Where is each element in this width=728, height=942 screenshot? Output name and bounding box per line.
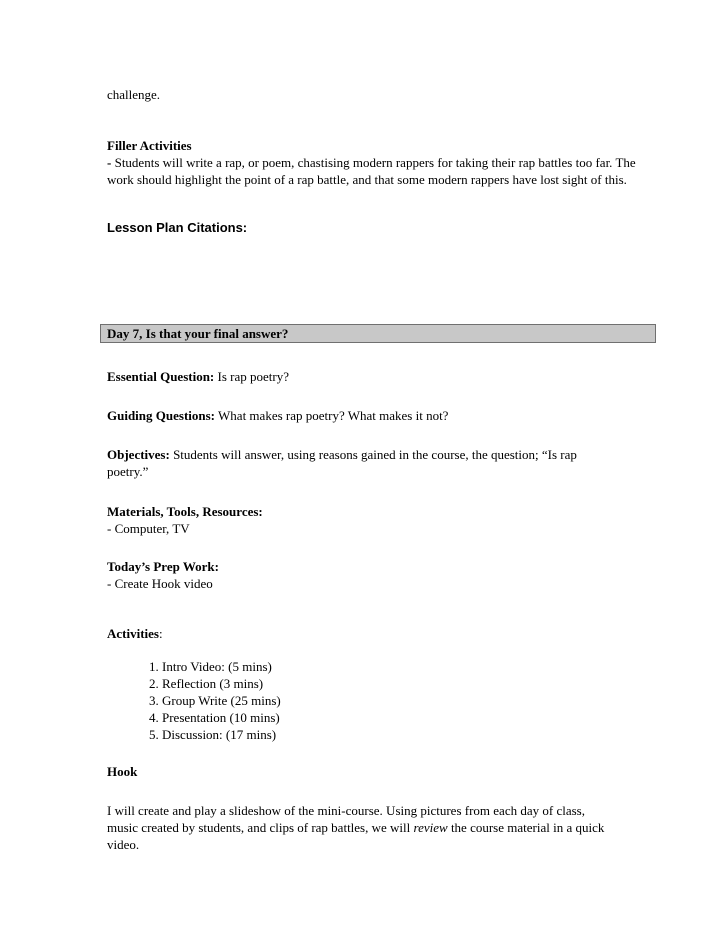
list-item: 2. Reflection (3 mins) bbox=[149, 676, 264, 691]
filler-activities-section bbox=[107, 137, 637, 188]
activities-colon: : bbox=[158, 626, 163, 641]
filler-activities-heading: Filler Activities bbox=[107, 138, 192, 153]
prep-item: - Create Hook video bbox=[107, 576, 213, 591]
activities-label: Activities bbox=[107, 626, 159, 641]
hook-heading: Hook bbox=[107, 764, 138, 779]
hook-text-after: the course material in a quick video. bbox=[107, 820, 605, 852]
guiding-questions-label: Guiding Questions: bbox=[107, 408, 216, 423]
activities-list bbox=[149, 658, 281, 743]
top-fragment: challenge. bbox=[107, 87, 161, 102]
objectives bbox=[107, 446, 607, 480]
prep-label: Today’s Prep Work: bbox=[107, 559, 219, 574]
list-item: 3. Group Write (25 mins) bbox=[149, 693, 281, 708]
list-item: 1. Intro Video: (5 mins) bbox=[149, 659, 272, 674]
materials-section bbox=[107, 503, 637, 537]
lesson-plan-citations-heading: Lesson Plan Citations: bbox=[107, 220, 248, 235]
filler-activities-text bbox=[107, 154, 637, 188]
hook-text-before: I will create and play a slideshow of the mini-course. Using pictures from each day of class, music created by students, and clips of rap battles, we will bbox=[107, 803, 585, 835]
materials-item: - Computer, TV bbox=[107, 521, 190, 536]
objectives-label: Objectives: bbox=[107, 447, 170, 462]
hook-text-emphasis: review bbox=[413, 820, 448, 835]
list-item: 5. Discussion: (17 mins) bbox=[149, 727, 277, 742]
objectives-text: Students will answer, using reasons gained in the course, the question; “Is rap poetry.” bbox=[107, 447, 577, 479]
prep-section bbox=[107, 558, 637, 592]
guiding-questions bbox=[107, 407, 637, 424]
essential-question bbox=[107, 368, 637, 385]
guiding-questions-text: What makes rap poetry? What makes it not? bbox=[215, 408, 449, 423]
day-banner: Day 7, Is that your final answer? bbox=[100, 324, 656, 343]
essential-question-text: Is rap poetry? bbox=[214, 369, 289, 384]
materials-label: Materials, Tools, Resources: bbox=[107, 504, 263, 519]
activities-heading bbox=[107, 625, 637, 642]
list-item: 4. Presentation (10 mins) bbox=[149, 710, 280, 725]
filler-dash: - bbox=[107, 155, 112, 170]
essential-question-label: Essential Question: bbox=[107, 369, 215, 384]
hook-paragraph bbox=[107, 802, 612, 853]
filler-body: Students will write a rap, or poem, chastising modern rappers for taking their rap battles too far. The work should highlight the point of a rap battle, and that some modern rappers have lost sight of this. bbox=[107, 155, 636, 187]
